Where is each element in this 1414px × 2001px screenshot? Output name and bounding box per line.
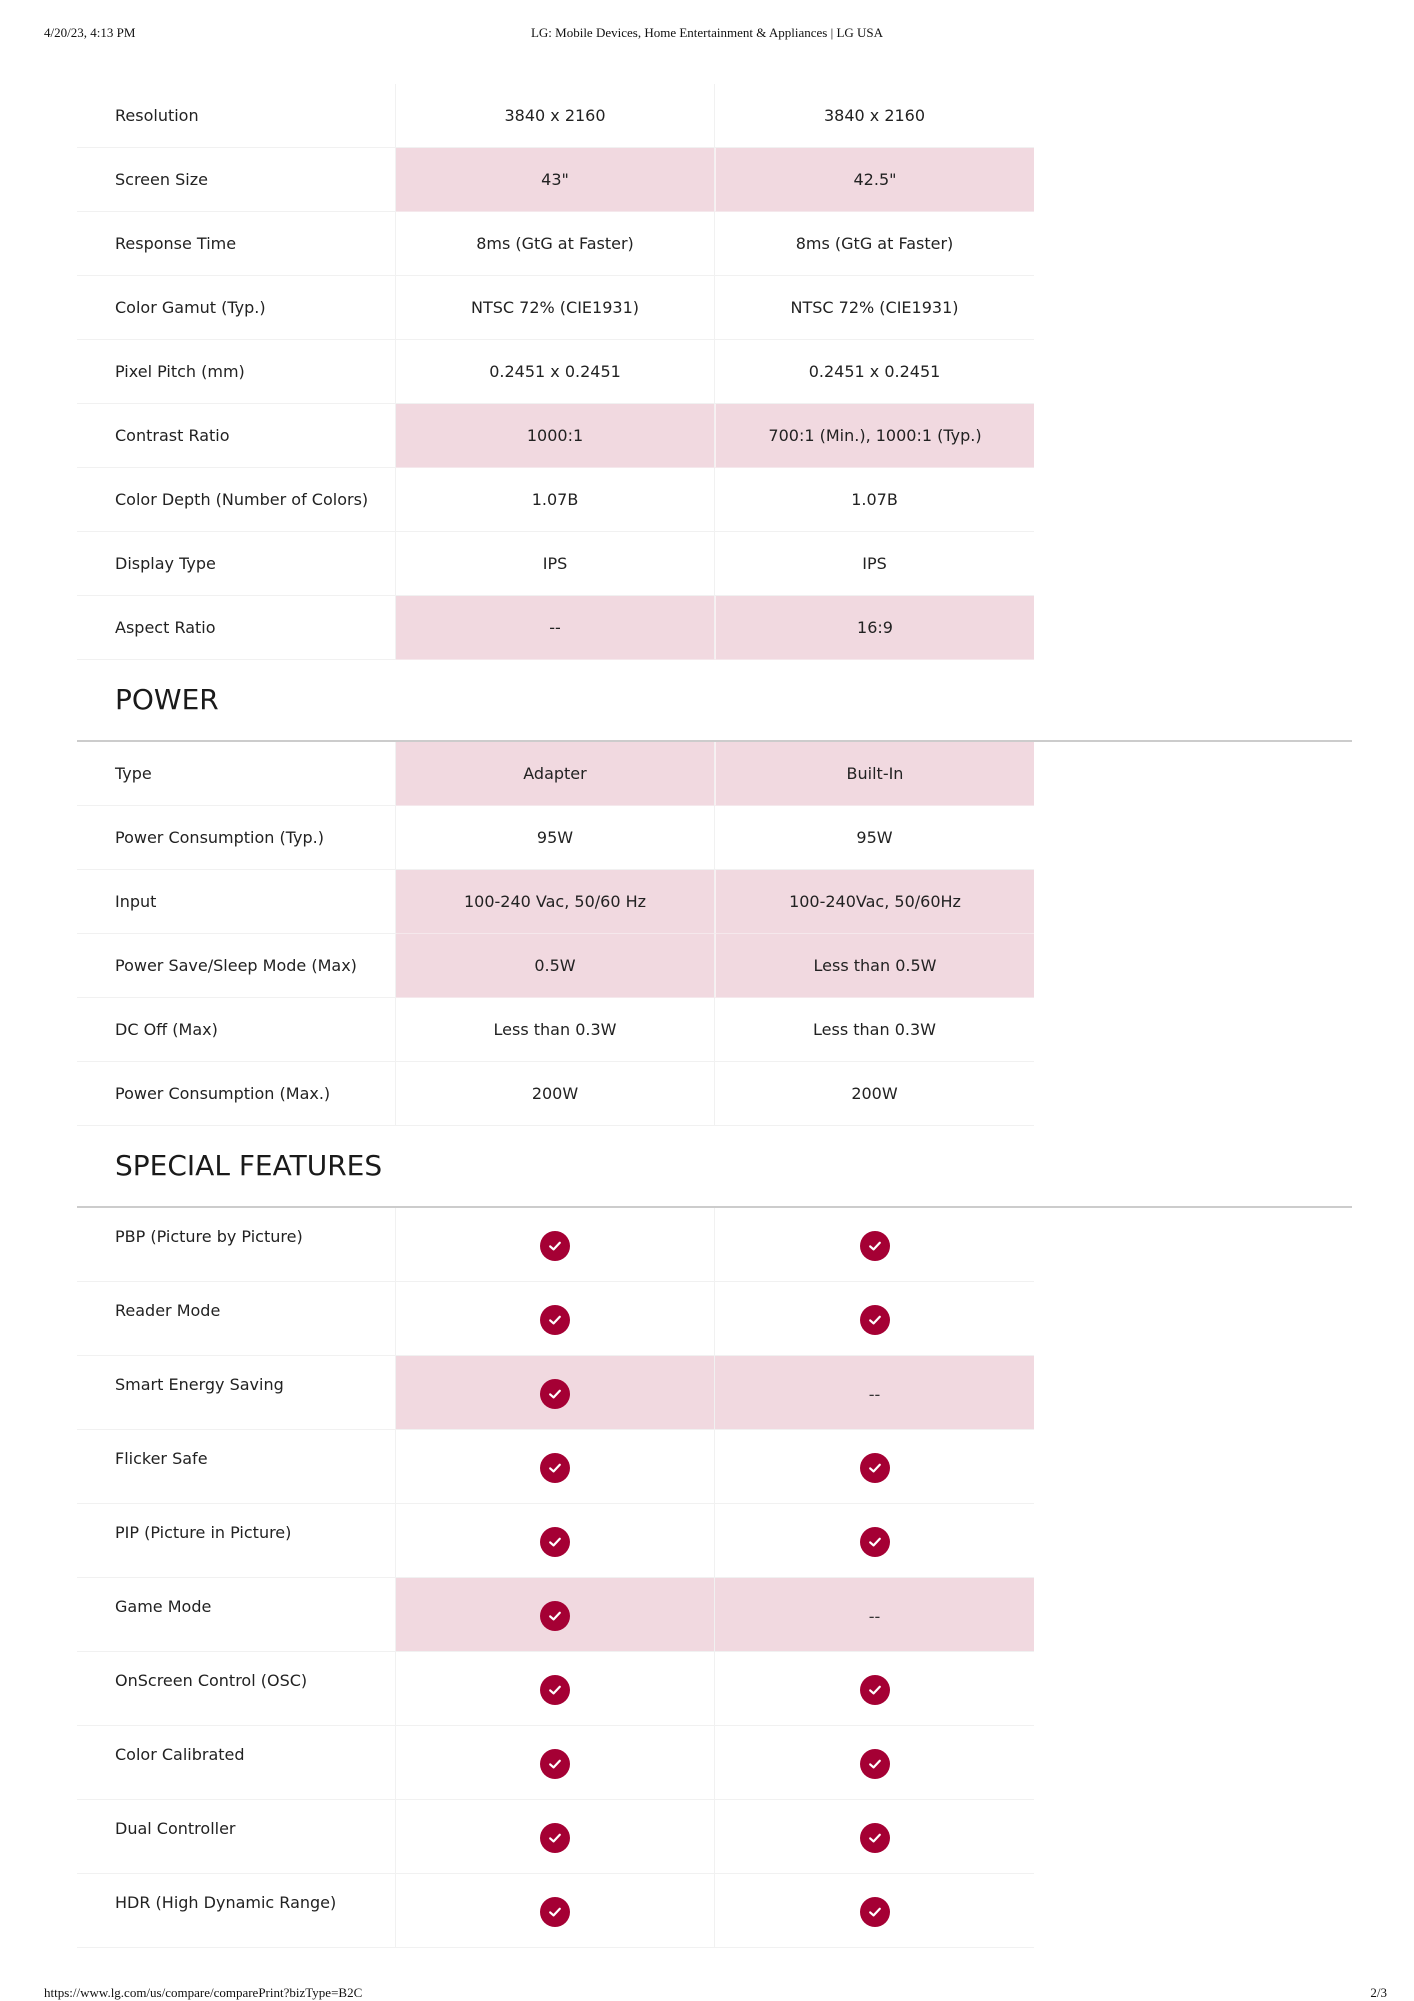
feature-value-product-1 (396, 1652, 715, 1726)
spec-value-product-1: 43" (396, 148, 715, 212)
feature-label: PBP (Picture by Picture) (77, 1208, 396, 1282)
table-row (77, 1652, 1034, 1726)
table-row (77, 1356, 1034, 1430)
table-row (77, 1504, 1034, 1578)
spec-label: Power Consumption (Max.) (77, 1062, 396, 1126)
table-row (77, 806, 1034, 870)
feature-value-product-2 (715, 1578, 1034, 1652)
feature-value-product-2 (715, 1430, 1034, 1504)
spec-value-product-2: 700:1 (Min.), 1000:1 (Typ.) (715, 404, 1034, 468)
print-header (0, 25, 1414, 41)
table-row (77, 212, 1034, 276)
feature-value-product-1 (396, 1282, 715, 1356)
spec-label: Pixel Pitch (mm) (77, 340, 396, 404)
feature-value-product-2 (715, 1800, 1034, 1874)
check-circle-icon (540, 1823, 570, 1853)
print-page-number: 2/3 (1370, 1985, 1387, 2000)
check-circle-icon (540, 1897, 570, 1927)
spec-label: DC Off (Max) (77, 998, 396, 1062)
spec-value-product-1: 0.2451 x 0.2451 (396, 340, 715, 404)
check-circle-icon (860, 1823, 890, 1853)
table-row (77, 1062, 1034, 1126)
feature-value-product-1 (396, 1800, 715, 1874)
print-page-title: LG: Mobile Devices, Home Entertainment & Appliances | LG USA (530, 25, 884, 40)
spec-value-product-1: 95W (396, 806, 715, 870)
special-features-table (77, 1208, 1034, 1948)
spec-value-product-2: NTSC 72% (CIE1931) (715, 276, 1034, 340)
check-circle-icon (540, 1305, 570, 1335)
check-circle-icon (860, 1527, 890, 1557)
feature-value-product-1 (396, 1504, 715, 1578)
feature-label: Game Mode (77, 1578, 396, 1652)
check-circle-icon (540, 1231, 570, 1261)
feature-label: Flicker Safe (77, 1430, 396, 1504)
table-row (77, 532, 1034, 596)
feature-value-product-2 (715, 1726, 1034, 1800)
spec-value-product-2: 0.2451 x 0.2451 (715, 340, 1034, 404)
feature-label: OnScreen Control (OSC) (77, 1652, 396, 1726)
feature-label: Color Calibrated (77, 1726, 396, 1800)
check-circle-icon (540, 1601, 570, 1631)
table-row (77, 998, 1034, 1062)
spec-label: Power Save/Sleep Mode (Max) (77, 934, 396, 998)
spec-value-product-2: Built-In (715, 742, 1034, 806)
table-row (77, 276, 1034, 340)
feature-value-product-2 (715, 1282, 1034, 1356)
print-datetime: 4/20/23, 4:13 PM (44, 25, 136, 40)
feature-value-product-1 (396, 1356, 715, 1430)
spec-value-product-1: Less than 0.3W (396, 998, 715, 1062)
spec-value-product-1: 1000:1 (396, 404, 715, 468)
table-row (77, 404, 1034, 468)
spec-label: Aspect Ratio (77, 596, 396, 660)
spec-value-product-2: 200W (715, 1062, 1034, 1126)
print-url: https://www.lg.com/us/compare/comparePrint?bizType=B2C (44, 1985, 363, 2000)
spec-value-product-1: 200W (396, 1062, 715, 1126)
table-row (77, 1874, 1034, 1948)
spec-value-product-1: IPS (396, 532, 715, 596)
spec-value-product-2: Less than 0.3W (715, 998, 1034, 1062)
spec-value-product-2: 95W (715, 806, 1034, 870)
spec-label: Color Depth (Number of Colors) (77, 468, 396, 532)
section-title-special-features: SPECIAL FEATURES (115, 1149, 383, 1182)
spec-value-product-1: -- (396, 596, 715, 660)
table-row (77, 84, 1034, 148)
power-spec-table (77, 742, 1034, 1126)
spec-value-product-1: 0.5W (396, 934, 715, 998)
table-row (77, 596, 1034, 660)
feature-value-product-2 (715, 1652, 1034, 1726)
check-circle-icon (860, 1453, 890, 1483)
table-row (77, 1282, 1034, 1356)
not-available-dash: -- (868, 1607, 881, 1626)
feature-label: PIP (Picture in Picture) (77, 1504, 396, 1578)
table-row (77, 1208, 1034, 1282)
spec-value-product-2: 100-240Vac, 50/60Hz (715, 870, 1034, 934)
feature-label: Dual Controller (77, 1800, 396, 1874)
spec-value-product-1: 100-240 Vac, 50/60 Hz (396, 870, 715, 934)
table-row (77, 340, 1034, 404)
check-circle-icon (860, 1231, 890, 1261)
section-title-power: POWER (115, 683, 219, 716)
spec-label: Response Time (77, 212, 396, 276)
spec-label: Resolution (77, 84, 396, 148)
feature-value-product-1 (396, 1578, 715, 1652)
check-circle-icon (860, 1305, 890, 1335)
check-circle-icon (860, 1897, 890, 1927)
spec-value-product-1: NTSC 72% (CIE1931) (396, 276, 715, 340)
spec-label: Screen Size (77, 148, 396, 212)
table-row (77, 148, 1034, 212)
spec-value-product-2: 1.07B (715, 468, 1034, 532)
spec-value-product-2: 3840 x 2160 (715, 84, 1034, 148)
feature-value-product-2 (715, 1356, 1034, 1430)
table-row (77, 934, 1034, 998)
spec-label: Input (77, 870, 396, 934)
not-available-dash: -- (868, 1385, 881, 1404)
feature-value-product-2 (715, 1208, 1034, 1282)
feature-value-product-1 (396, 1726, 715, 1800)
spec-value-product-1: 3840 x 2160 (396, 84, 715, 148)
spec-value-product-1: 8ms (GtG at Faster) (396, 212, 715, 276)
spec-label: Type (77, 742, 396, 806)
table-row (77, 870, 1034, 934)
spec-label: Power Consumption (Typ.) (77, 806, 396, 870)
check-circle-icon (860, 1675, 890, 1705)
feature-value-product-2 (715, 1504, 1034, 1578)
check-circle-icon (540, 1675, 570, 1705)
feature-value-product-1 (396, 1874, 715, 1948)
print-footer (0, 1985, 1414, 2001)
spec-value-product-2: 42.5" (715, 148, 1034, 212)
check-circle-icon (540, 1453, 570, 1483)
spec-label: Color Gamut (Typ.) (77, 276, 396, 340)
spec-label: Display Type (77, 532, 396, 596)
spec-label: Contrast Ratio (77, 404, 396, 468)
table-row (77, 468, 1034, 532)
spec-value-product-2: 16:9 (715, 596, 1034, 660)
display-spec-table (77, 84, 1034, 660)
feature-value-product-2 (715, 1874, 1034, 1948)
table-row (77, 1726, 1034, 1800)
spec-value-product-2: IPS (715, 532, 1034, 596)
spec-value-product-1: Adapter (396, 742, 715, 806)
spec-value-product-1: 1.07B (396, 468, 715, 532)
table-row (77, 1430, 1034, 1504)
table-row (77, 1578, 1034, 1652)
check-circle-icon (540, 1379, 570, 1409)
feature-label: Reader Mode (77, 1282, 396, 1356)
feature-label: HDR (High Dynamic Range) (77, 1874, 396, 1948)
check-circle-icon (540, 1527, 570, 1557)
feature-value-product-1 (396, 1430, 715, 1504)
spec-value-product-2: Less than 0.5W (715, 934, 1034, 998)
table-row (77, 742, 1034, 806)
table-row (77, 1800, 1034, 1874)
check-circle-icon (860, 1749, 890, 1779)
spec-value-product-2: 8ms (GtG at Faster) (715, 212, 1034, 276)
check-circle-icon (540, 1749, 570, 1779)
feature-value-product-1 (396, 1208, 715, 1282)
feature-label: Smart Energy Saving (77, 1356, 396, 1430)
